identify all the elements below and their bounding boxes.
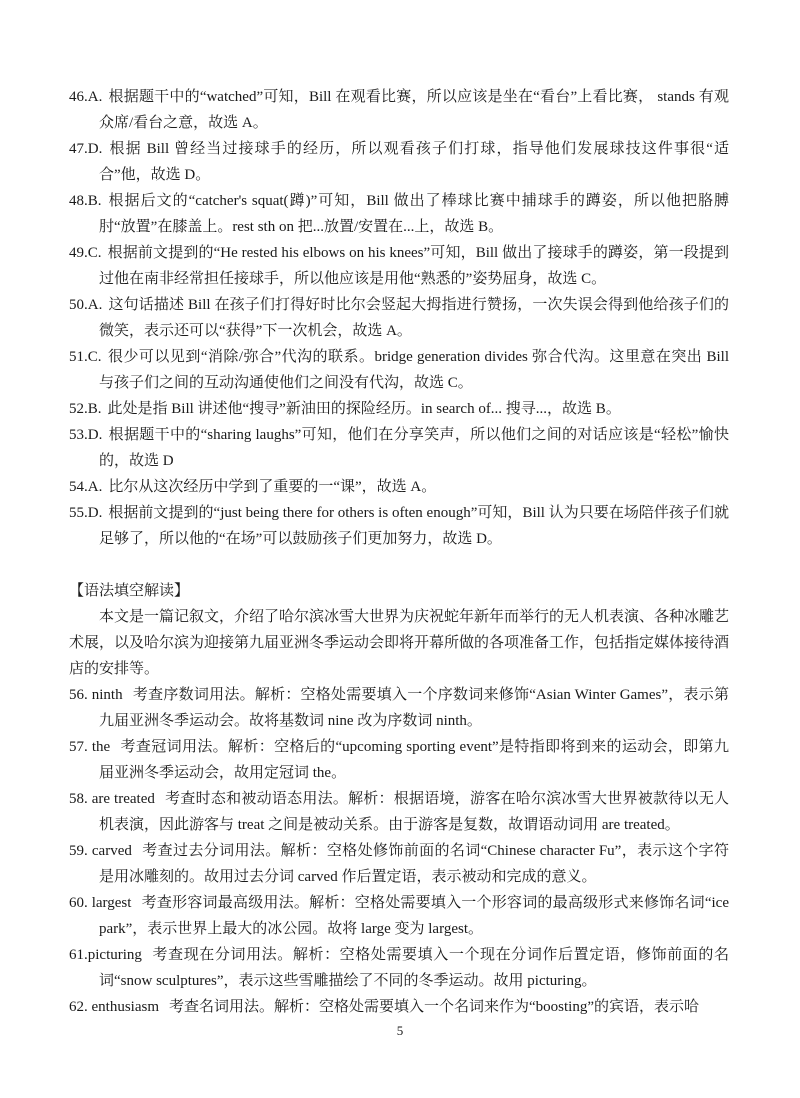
grammar-item-61 bbox=[69, 942, 729, 994]
item-text: 根据前文提到的“He rested his elbows on his knees”可知，Bill 做出了接球手的蹲姿，第一段提到过他在南非经常担任接球手，所以他应该是用他“熟悉的”姿势屈身，故选 C。 bbox=[99, 245, 729, 287]
item-label: 48.B. bbox=[69, 193, 102, 209]
item-label: 54.A. bbox=[69, 479, 103, 495]
item-label: 58. are treated bbox=[69, 791, 155, 807]
item-text: 考查时态和被动语态用法。解析：根据语境，游客在哈尔滨冰雪大世界被款待以无人机表演，因此游客与 treat 之间是被动关系。由于游客是复数，故谓语动词用 are treated。 bbox=[99, 791, 729, 833]
item-text: 此处是指 Bill 讲述他“搜寻”新油田的探险经历。in search of... 搜寻...，故选 B。 bbox=[107, 401, 621, 417]
item-text: 根据题干中的“sharing laughs”可知，他们在分享笑声，所以他们之间的对话应该是“轻松”愉快的，故选 D bbox=[99, 427, 729, 469]
item-text: 这句话描述 Bill 在孩子们打得好时比尔会竖起大拇指进行赞扬，一次失误会得到他给孩子们的微笑，表示还可以“获得”下一次机会，故选 A。 bbox=[99, 297, 729, 339]
item-text: 考查序数词用法。解析：空格处需要填入一个序数词来修饰“Asian Winter Games”，表示第九届亚洲冬季运动会。故将基数词 nine 改为序数词 ninth。 bbox=[99, 687, 729, 729]
cloze-item-49 bbox=[69, 240, 729, 292]
grammar-section-intro: 本文是一篇记叙文，介绍了哈尔滨冰雪大世界为庆祝蛇年新年而举行的无人机表演、各种冰雕艺术展，以及哈尔滨为迎接第九届亚洲冬季运动会即将开幕所做的各项准备工作，包括指定媒体接待酒店的安排等。 bbox=[69, 609, 730, 677]
item-text: 考查现在分词用法。解析：空格处需要填入一个现在分词作后置定语，修饰前面的名词“snow sculptures”，表示这些雪雕描绘了不同的冬季运动。故用 picturing。 bbox=[99, 947, 729, 989]
grammar-item-58 bbox=[69, 786, 729, 838]
item-label: 46.A. bbox=[69, 89, 103, 105]
cloze-item-51 bbox=[69, 344, 729, 396]
cloze-item-52 bbox=[69, 396, 729, 422]
grammar-item-59 bbox=[69, 838, 729, 890]
document-content bbox=[69, 84, 729, 1020]
item-label: 51.C. bbox=[69, 349, 102, 365]
item-text: 考查冠词用法。解析：空格后的“upcoming sporting event”是特指即将到来的运动会，即第九届亚洲冬季运动会，故用定冠词 the。 bbox=[99, 739, 729, 781]
item-label: 60. largest bbox=[69, 895, 132, 911]
item-label: 50.A. bbox=[69, 297, 103, 313]
item-text: 比尔从这次经历中学到了重要的一“课”，故选 A。 bbox=[108, 479, 437, 495]
item-label: 62. enthusiasm bbox=[69, 999, 159, 1015]
item-label: 52.B. bbox=[69, 401, 102, 417]
item-text: 根据前文提到的“just being there for others is often enough”可知，Bill 认为只要在场陪伴孩子们就足够了，所以他的“在场”可以鼓励孩子们更加努力，故选 D。 bbox=[99, 505, 729, 547]
cloze-item-47 bbox=[69, 136, 729, 188]
grammar-item-56 bbox=[69, 682, 729, 734]
cloze-item-50 bbox=[69, 292, 729, 344]
grammar-item-62 bbox=[69, 994, 729, 1020]
grammar-item-60 bbox=[69, 890, 729, 942]
item-label: 49.C. bbox=[69, 245, 102, 261]
item-label: 61.picturing bbox=[69, 947, 142, 963]
item-label: 47.D. bbox=[69, 141, 103, 157]
cloze-item-55 bbox=[69, 500, 729, 552]
item-text: 根据题干中的“watched”可知，Bill 在观看比赛，所以应该是坐在“看台”上看比赛， stands 有观众席/看台之意，故选 A。 bbox=[99, 89, 729, 131]
item-text: 考查名词用法。解析：空格处需要填入一个名词来作为“boosting”的宾语，表示哈 bbox=[169, 999, 699, 1015]
page-number: 5 bbox=[396, 1023, 404, 1038]
cloze-item-46 bbox=[69, 84, 729, 136]
grammar-item-57 bbox=[69, 734, 729, 786]
cloze-item-53 bbox=[69, 422, 729, 474]
item-label: 56. ninth bbox=[69, 687, 123, 703]
grammar-section-header: 【语法填空解读】 bbox=[69, 583, 190, 599]
cloze-item-48 bbox=[69, 188, 729, 240]
cloze-item-54 bbox=[69, 474, 729, 500]
item-text: 根据后文的“catcher's squat(蹲)”可知，Bill 做出了棒球比赛中捕球手的蹲姿，所以他把胳膊肘“放置”在膝盖上。rest sth on 把...放置/安置在...上，故选 B。 bbox=[99, 193, 729, 235]
item-label: 57. the bbox=[69, 739, 111, 755]
item-label: 59. carved bbox=[69, 843, 132, 859]
item-text: 根据 Bill 曾经当过接球手的经历，所以观看孩子们打球，指导他们发展球技这件事很“适合”他，故选 D。 bbox=[99, 141, 729, 183]
item-text: 很少可以见到“消除/弥合”代沟的联系。bridge generation divides 弥合代沟。这里意在突出 Bill 与孩子们之间的互动沟通使他们之间没有代沟，故选 C。 bbox=[99, 349, 729, 391]
item-label: 53.D. bbox=[69, 427, 103, 443]
item-text: 考查形容词最高级用法。解析：空格处需要填入一个形容词的最高级形式来修饰名词“ice park”，表示世界上最大的冰公园。故将 large 变为 largest。 bbox=[99, 895, 729, 937]
item-label: 55.D. bbox=[69, 505, 103, 521]
item-text: 考查过去分词用法。解析：空格处修饰前面的名词“Chinese character Fu”，表示这个字符是用冰雕刻的。故用过去分词 carved 作后置定语，表示被动和完成的意义。 bbox=[99, 843, 730, 885]
